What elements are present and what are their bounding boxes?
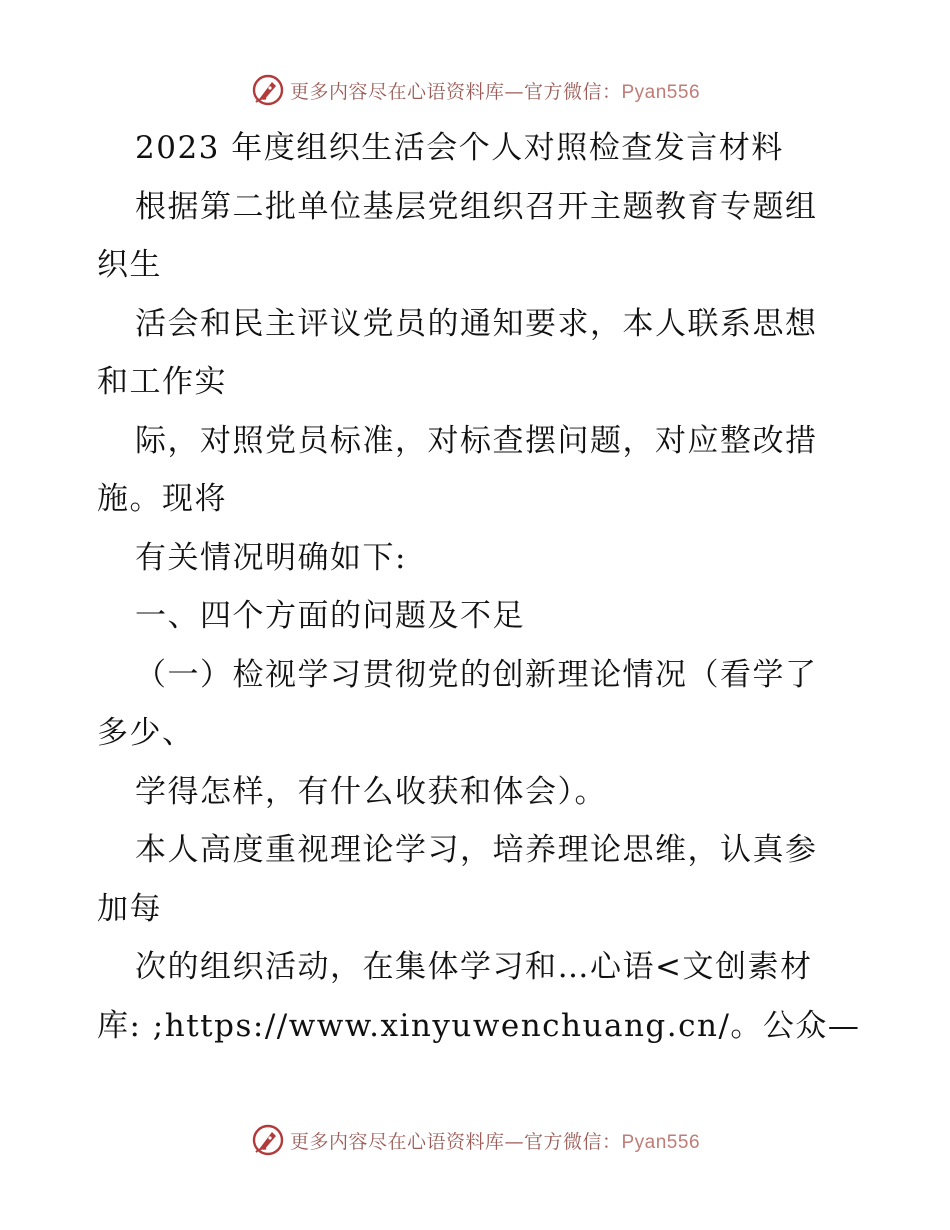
footer-watermark <box>0 1120 950 1160</box>
pen-nib-circle-icon <box>250 72 286 108</box>
subsection-heading: 多少、 <box>97 715 195 751</box>
paragraph-line: 织生 <box>97 247 162 283</box>
paragraph-line: 有关情况明确如下: <box>135 539 407 576</box>
subsection-heading: 学得怎样，有什么收获和体会）。 <box>135 773 607 810</box>
watermark-text: 更多内容尽在心语资料库—官方微信：Pyan556 <box>289 1130 701 1153</box>
paragraph-line: 施。现将 <box>97 481 227 517</box>
paragraph-line: 根据第二批单位基层党组织召开主题教育专题组 <box>135 188 818 225</box>
paragraph-line: 次的组织活动，在集体学习和…心语<文创素材 <box>135 949 813 985</box>
paragraph-line: 和工作实 <box>97 364 227 400</box>
watermark-text: 更多内容尽在心语资料库—官方微信：Pyan556 <box>289 80 701 103</box>
paragraph-line: 际，对照党员标准，对标查摆问题，对应整改措 <box>135 422 818 459</box>
document-body <box>97 119 861 1055</box>
document-title: 2023 年度组织生活会个人对照检查发言材料 <box>135 130 784 166</box>
section-heading: 一、四个方面的问题及不足 <box>135 598 525 634</box>
header-watermark <box>0 70 950 110</box>
paragraph-line: 活会和民主评议党员的通知要求，本人联系思想 <box>135 305 818 342</box>
paragraph-line: 库: ;https://www.xinyuwenchuang.cn/。公众— <box>97 1007 861 1044</box>
pen-nib-circle-icon <box>250 1122 286 1158</box>
paragraph-line: 加每 <box>97 890 162 927</box>
paragraph-line: 本人高度重视理论学习，培养理论思维，认真参 <box>135 832 818 868</box>
subsection-heading: （一）检视学习贯彻党的创新理论情况（看学了 <box>135 656 818 693</box>
